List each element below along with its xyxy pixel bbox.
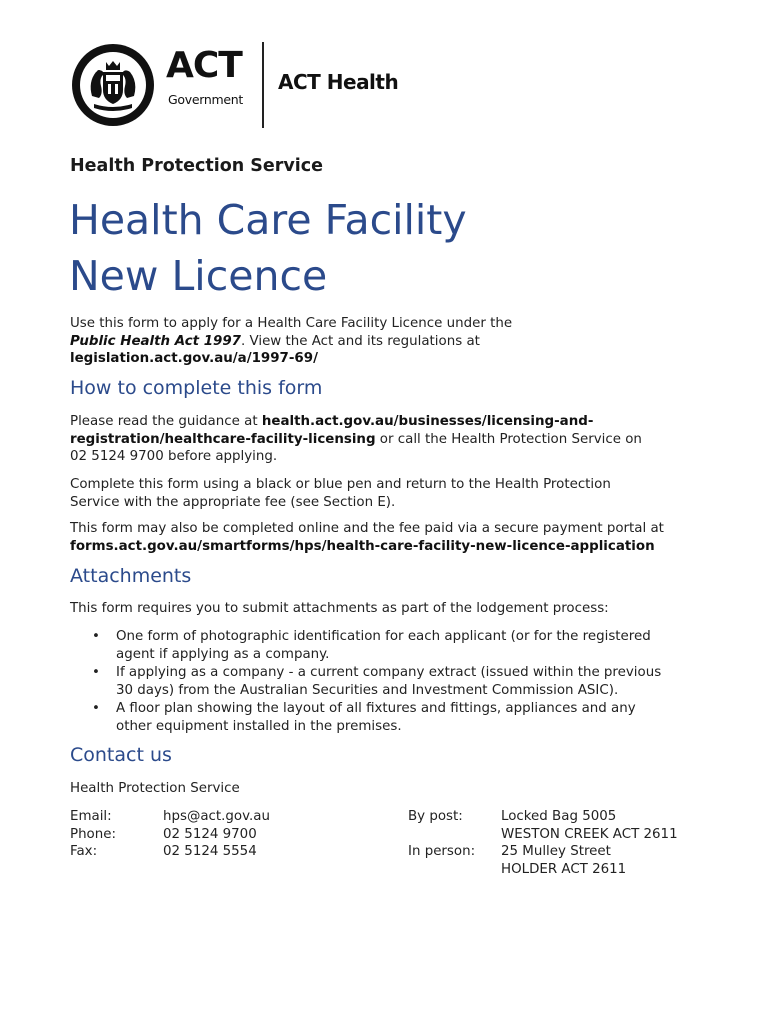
how-to-p1-line3: 02 5124 9700 before applying.	[70, 449, 278, 464]
how-to-paragraph-1	[70, 413, 710, 466]
service-name: Health Protection Service	[70, 156, 324, 176]
phone-label: Phone:	[70, 826, 116, 842]
contact-row-3	[70, 843, 710, 861]
fax-label: Fax:	[70, 844, 98, 859]
intro-part-2: . View the Act and its regulations at	[240, 333, 480, 349]
fax-value: 02 5124 5554	[163, 844, 257, 859]
contact-heading: Contact us	[70, 744, 172, 766]
how-to-p3-line1: This form may also be completed online and the fee paid via a secure payment portal at	[70, 521, 664, 536]
list-item: • One form of photographic identification for each applicant (or for the registered agent if applying as a company.	[92, 629, 651, 662]
guidance-link-part2[interactable]: registration/healthcare-facility-licensing	[70, 431, 376, 447]
in-person-line-2: HOLDER ACT 2611	[501, 861, 627, 877]
contact-details	[70, 808, 710, 878]
how-to-heading: How to complete this form	[70, 377, 323, 399]
intro-line-1: Use this form to apply for a Health Care Facility Licence under the	[70, 316, 513, 331]
email-value[interactable]: hps@act.gov.au	[163, 809, 270, 824]
email-label: Email:	[70, 809, 112, 824]
logo-act-health-text: ACT Health	[278, 70, 399, 94]
how-to-paragraph-3	[70, 520, 710, 555]
how-to-p2-line2: Service with the appropriate fee (see Section E).	[70, 494, 396, 510]
phone-value: 02 5124 9700	[163, 826, 257, 842]
page-title	[69, 192, 467, 304]
title-line-2: New Licence	[69, 252, 328, 300]
post-label: By post:	[408, 809, 463, 824]
header-logo	[70, 42, 430, 132]
act-coat-of-arms-icon	[70, 42, 156, 128]
in-person-label: In person:	[408, 844, 476, 859]
logo-act-text: ACT	[166, 45, 242, 86]
attachments-list	[70, 628, 710, 736]
act-name: Public Health Act 1997	[70, 333, 241, 349]
bullet-icon: •	[92, 665, 100, 680]
contact-row-2	[70, 826, 710, 844]
title-line-1: Health Care Facility	[69, 196, 467, 244]
logo-divider	[262, 42, 264, 128]
contact-row-4	[70, 861, 710, 879]
list-item: • A floor plan showing the layout of all fixtures and fittings, appliances and any other equipment installed in the premises.	[92, 701, 636, 734]
how-to-p1-part1: Please read the guidance at	[70, 414, 262, 429]
legislation-link[interactable]: legislation.act.gov.au/a/1997-69/	[70, 351, 318, 366]
attachments-heading: Attachments	[70, 565, 192, 587]
how-to-p2-line1: Complete this form using a black or blue pen and return to the Health Protection	[70, 477, 611, 492]
bullet-icon: •	[92, 629, 100, 644]
in-person-line-1: 25 Mulley Street	[501, 844, 611, 859]
logo-government-text: Government	[168, 92, 243, 107]
how-to-paragraph-2	[70, 476, 710, 511]
attachments-intro: This form requires you to submit attachments as part of the lodgement process:	[70, 601, 609, 616]
list-item: • If applying as a company - a current company extract (issued within the previous 30 days) from the Australian Securities and Investment Commission ASIC).	[92, 665, 662, 698]
intro-paragraph	[70, 315, 710, 368]
bullet-icon: •	[92, 701, 100, 716]
post-line-1: Locked Bag 5005	[501, 809, 617, 824]
contact-row-1	[70, 808, 710, 826]
contact-org: Health Protection Service	[70, 781, 240, 796]
smartforms-link[interactable]: forms.act.gov.au/smartforms/hps/health-care-facility-new-licence-application	[70, 538, 655, 554]
guidance-link-part1[interactable]: health.act.gov.au/businesses/licensing-and-	[261, 414, 594, 429]
intro-line-2	[70, 333, 710, 351]
post-line-2: WESTON CREEK ACT 2611	[501, 826, 678, 842]
how-to-p1-part2: or call the Health Protection Service on	[375, 431, 642, 447]
